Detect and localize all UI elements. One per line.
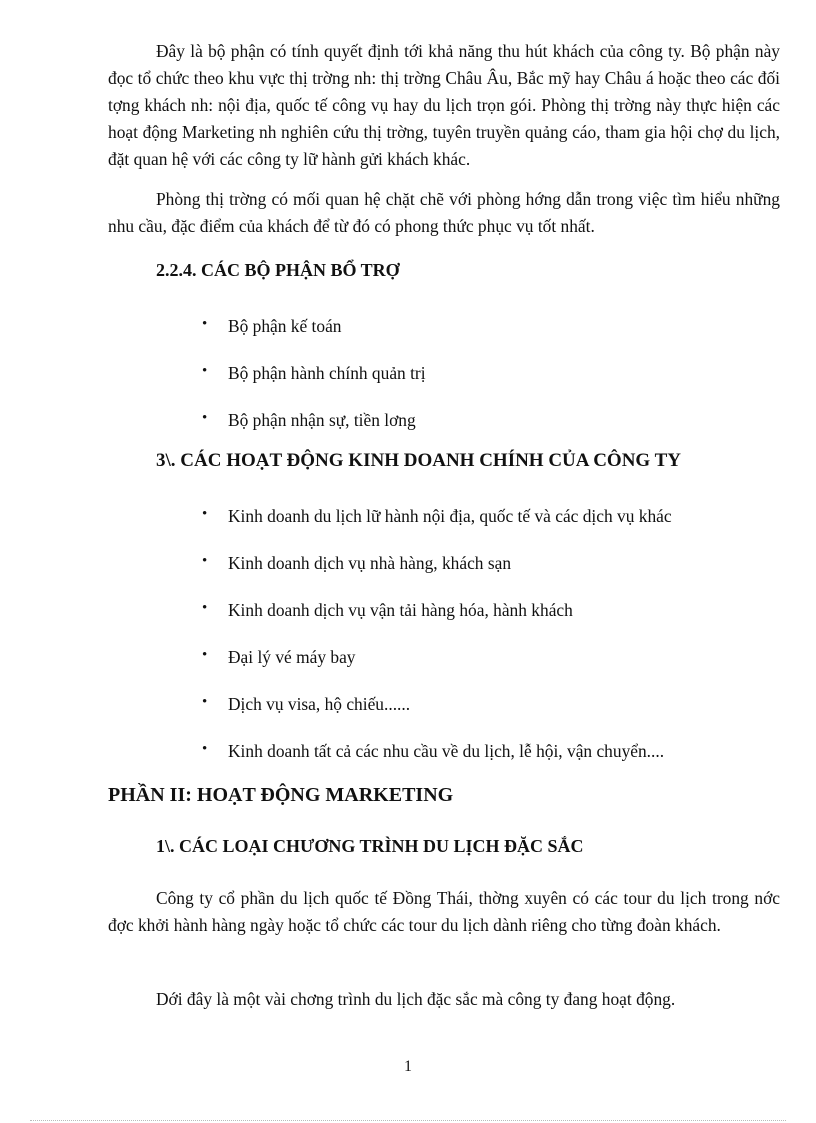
bullet-icon: • [202,647,208,663]
paragraph-market-relations: Phòng thị trờng có mối quan hệ chặt chẽ với phòng hớng dẫn trong việc tìm hiểu những nhu cầu, đặc điểm của khách để từ đó có phong thức phục vụ tốt nhất. [108,189,780,236]
list-item: • Kinh doanh du lịch lữ hành nội địa, quốc tế và các dịch vụ khác [202,506,672,526]
bullet-icon: • [202,410,208,426]
list-item: • Kinh doanh dịch vụ nhà hàng, khách sạn [202,553,512,573]
heading-support-departments: 2.2.4. CÁC BỘ PHẬN BỔ TRỢ [156,260,400,280]
support-departments-list [202,314,426,432]
bullet-icon: • [202,694,208,710]
list-item: • Bộ phận nhận sự, tiền lơng [202,410,416,430]
bullet-icon: • [202,316,208,332]
bullet-icon: • [202,741,208,757]
list-item: • Kinh doanh dịch vụ vận tải hàng hóa, hành khách [202,600,573,620]
main-business-list [202,504,672,763]
paragraph-marketing-dept: Đây là bộ phận có tính quyết định tới khả năng thu hút khách của công ty. Bộ phận này đọc tổ chức theo khu vực thị trờng nh: thị trờng Châu Âu, Bắc mỹ hay Châu á hoặc theo các đối tợng khách nh: nội địa, quốc tế công vụ hay du lịch trọn gói. Phòng thị trờng này thực hiện các hoạt động Marketing nh nghiên cứu thị trờng, tuyên truyền quảng cáo, tham gia hội chợ du lịch, đặt quan hệ với các công ty lữ hành gửi khách khác. [108,41,780,169]
bullet-icon: • [202,600,208,616]
heading-part-ii: PHẦN II: HOẠT ĐỘNG MARKETING [108,784,454,806]
heading-main-business: 3\. CÁC HOẠT ĐỘNG KINH DOANH CHÍNH CỦA CÔNG TY [156,450,682,471]
bullet-icon: • [202,553,208,569]
bullet-icon: • [202,363,208,379]
page-number: 1 [404,1058,412,1075]
heading-tour-programs: 1\. CÁC LOẠI CHƯƠNG TRÌNH DU LỊCH ĐẶC SẮC [156,836,584,856]
paragraph-company-tours: Công ty cổ phần du lịch quốc tế Đồng Thái, thờng xuyên có các tour du lịch trong nớc đợc khởi hành hàng ngày hoặc tổ chức các tour du lịch dành riêng cho từng đoàn khách. [108,888,780,935]
list-item: • Bộ phận kế toán [202,316,342,336]
list-item: • Kinh doanh tất cả các nhu cầu về du lịch, lễ hội, vận chuyển.... [202,741,665,761]
bullet-icon: • [202,506,208,522]
list-item: • Đại lý vé máy bay [202,647,356,667]
list-item: • Dịch vụ visa, hộ chiếu...... [202,694,411,714]
list-item: • Bộ phận hành chính quản trị [202,363,426,383]
footer-divider [30,1120,786,1121]
paragraph-featured-tours-intro: Dới đây là một vài chơng trình du lịch đặc sắc mà công ty đang hoạt động. [156,989,676,1009]
